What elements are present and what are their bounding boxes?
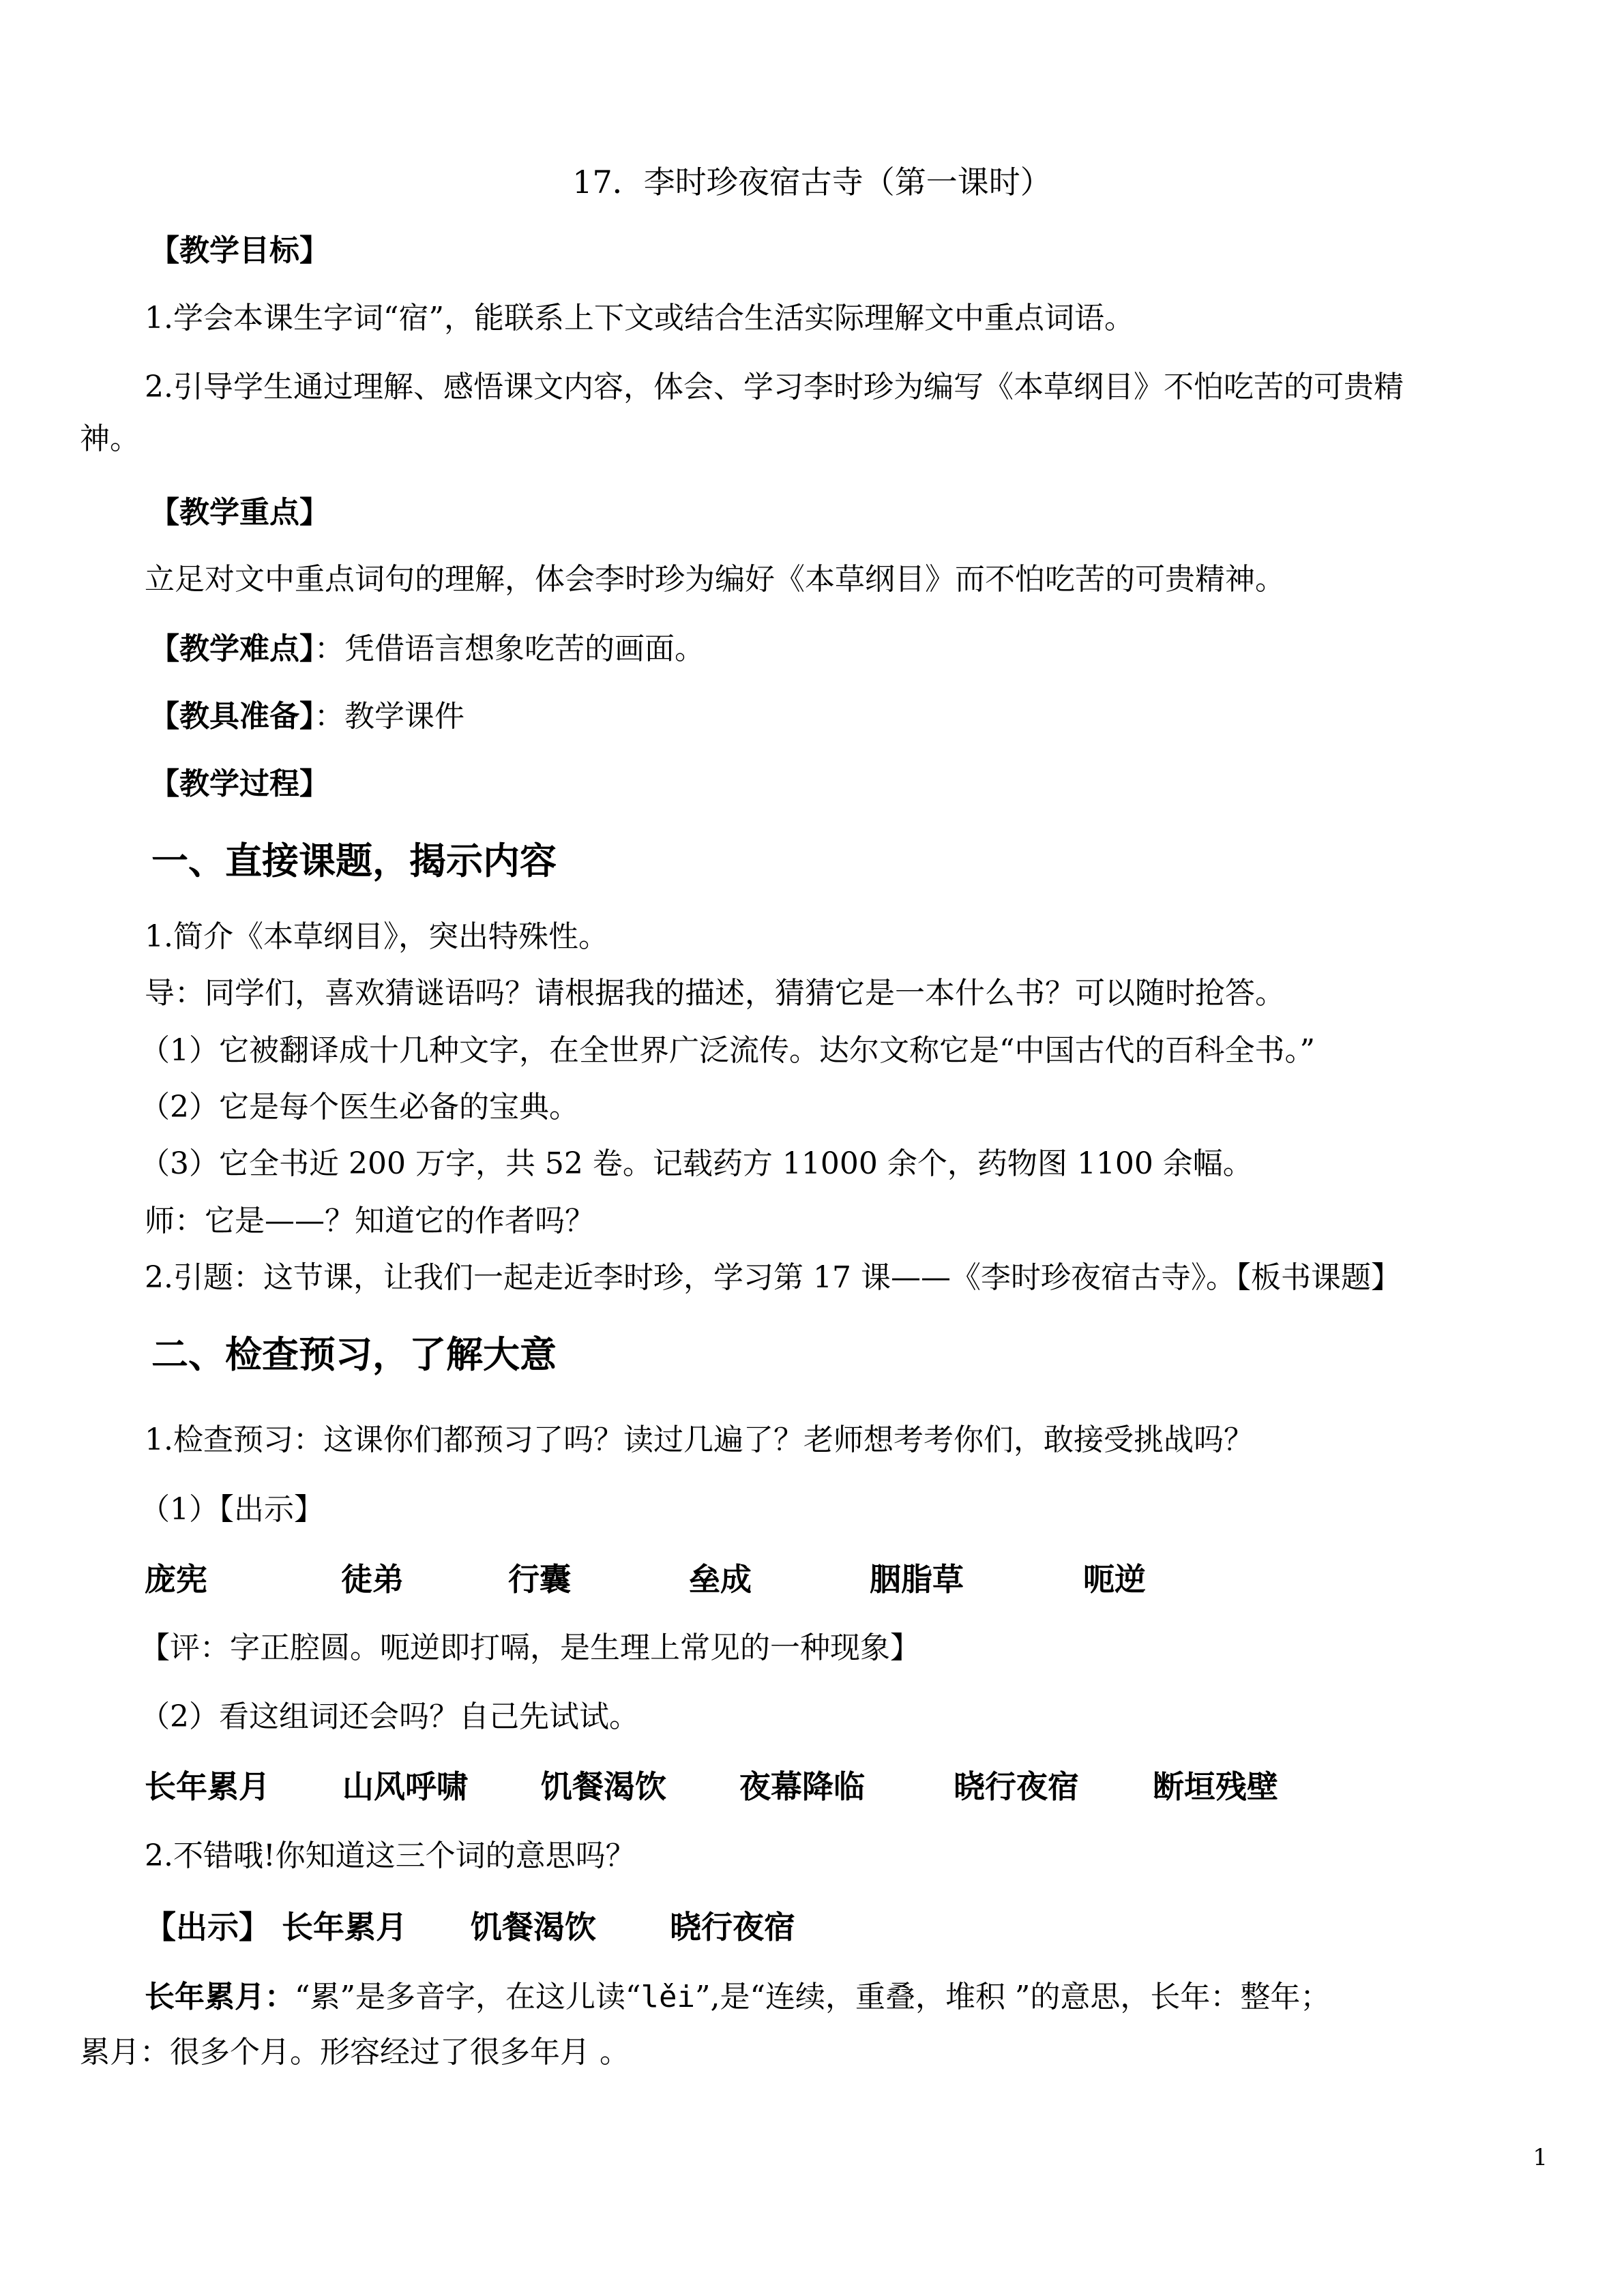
key-points-text: 立足对文中重点词句的理解，体会李时珍为编好《本草纲目》而不怕吃苦的可贵精神。	[145, 562, 1285, 597]
page-number: 1	[1533, 2144, 1548, 2171]
difficulty-text: ：凭借语言想象吃苦的画面。	[314, 631, 705, 666]
vocab-word: 徒弟	[341, 1561, 404, 1598]
vocab-word: 行囊	[508, 1561, 571, 1598]
vocab-word: 饥餐渴饮	[471, 1909, 596, 1945]
explain-pinyin: lěi	[640, 1980, 695, 2014]
section-1-line: （2）它是每个医生必备的宝典。	[140, 1090, 579, 1124]
section-1-line: 2.引题：这节课，让我们一起走近李时珍，学习第 17 课——《李时珍夜宿古寺》。【板书课题】	[145, 1260, 1401, 1295]
key-points-heading: 【教学重点】	[149, 495, 329, 530]
vocab-word: 长年累月	[145, 1768, 270, 1805]
vocab-word: 垒成	[689, 1561, 752, 1598]
vocab-word: 饥餐渴饮	[541, 1768, 666, 1805]
materials-text: ：教学课件	[314, 699, 464, 734]
section-1-line: 导：同学们，喜欢猜谜语吗？请根据我的描述，猜猜它是一本什么书？可以随时抢答。	[145, 976, 1285, 1011]
explain-text-1: “累”是多音字，在这儿读“	[295, 1980, 641, 2014]
vocab-word: 长年累月	[282, 1909, 407, 1945]
vocab-word: 胭脂草	[870, 1561, 964, 1598]
difficulty-label: 【教学难点】	[149, 631, 314, 666]
section-1-line: （1）它被翻译成十几种文字，在全世界广泛流传。达尔文称它是“中国古代的百科全书。”	[140, 1033, 1315, 1068]
section-1-line: 师：它是——？知道它的作者吗？	[145, 1204, 595, 1238]
vocab-word: 晓行夜宿	[670, 1909, 795, 1945]
process-heading: 【教学过程】	[149, 766, 329, 801]
section-1-line: （3）它全书近 200 万字，共 52 卷。记载药方 11000 余个，药物图 1100 余幅。	[140, 1146, 1253, 1181]
section-1-heading: 一、直接课题，揭示内容	[151, 839, 557, 882]
goal-item-2-line-1: 2.引导学生通过理解、感悟课文内容，体会、学习李时珍为编写《本草纲目》不怕吃苦的可贵精	[145, 370, 1404, 404]
page-title: 17．李时珍夜宿古寺（第一课时）	[572, 164, 1052, 200]
section-2-heading: 二、检查预习，了解大意	[151, 1333, 557, 1376]
explain-term: 长年累月：	[145, 1980, 295, 2014]
vocab-word: 夜幕降临	[739, 1768, 865, 1805]
question-line: 2.不错哦!你知道这三个词的意思吗？	[145, 1838, 636, 1873]
vocab-word: 呃逆	[1083, 1561, 1146, 1598]
materials-line	[149, 696, 464, 737]
vocab-word: 晓行夜宿	[954, 1768, 1079, 1805]
explain-text-2: ”,是“连续，重叠，堆积 ”的意思，长年：整年；	[694, 1980, 1331, 2014]
vocab-word: 庞宪	[145, 1561, 207, 1598]
vocab-word: 断垣残壁	[1153, 1768, 1278, 1805]
explain-line-2: 累月：很多个月。形容经过了很多年月 。	[80, 2035, 630, 2070]
explain-line-1	[145, 1977, 1330, 2018]
materials-label: 【教具准备】	[149, 699, 314, 734]
goals-heading: 【教学目标】	[149, 233, 329, 268]
check-line: 1.检查预习：这课你们都预习了吗？读过几遍了？老师想考考你们，敢接受挑战吗？	[145, 1422, 1254, 1457]
show-1: （1）【出示】	[140, 1492, 324, 1527]
section-1-line: 1.简介《本草纲目》，突出特殊性。	[145, 919, 608, 954]
show-3-label: 【出示】	[145, 1909, 270, 1945]
show-2: （2）看这组词还会吗？自己先试试。	[140, 1699, 639, 1734]
goal-item-2-line-2: 神。	[80, 421, 140, 456]
difficulty-line	[149, 629, 705, 670]
vocab-word: 山风呼啸	[342, 1768, 468, 1805]
comment-line: 【评：字正腔圆。呃逆即打嗝，是生理上常见的一种现象】	[140, 1630, 920, 1665]
goal-item-1: 1.学会本课生字词“宿”，能联系上下文或结合生活实际理解文中重点词语。	[145, 301, 1134, 336]
